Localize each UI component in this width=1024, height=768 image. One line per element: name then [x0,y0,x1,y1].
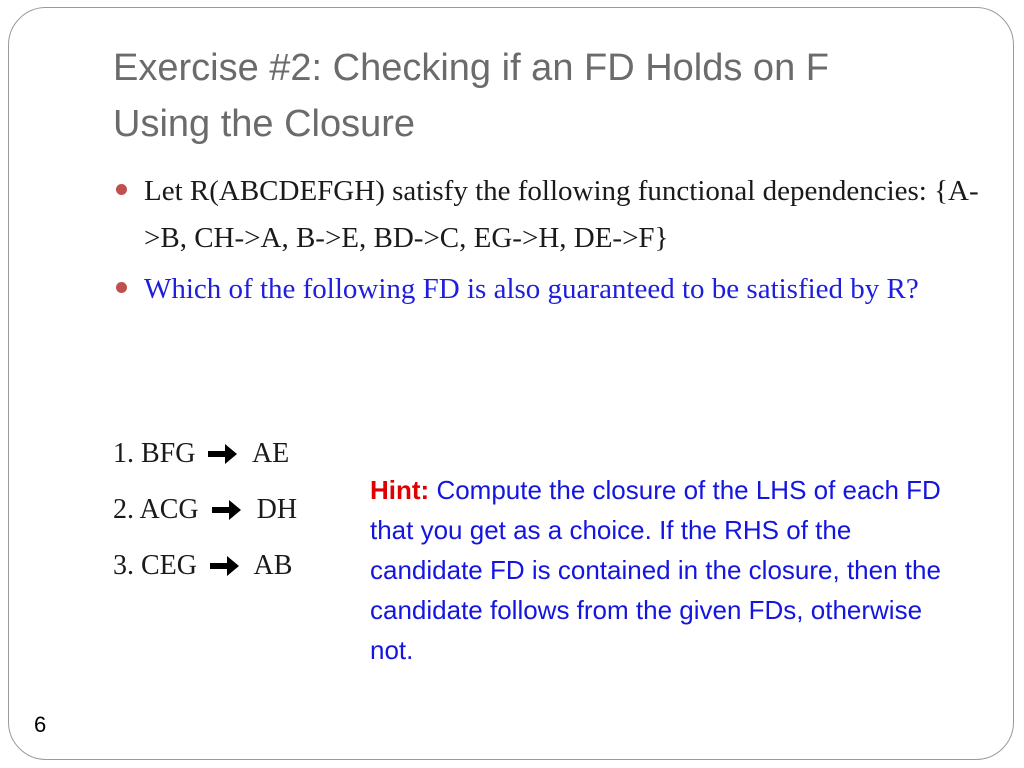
choice-rhs: AE [251,438,290,469]
slide-title [113,40,993,152]
bullet-item-question [112,266,982,313]
choice-lhs: CEG [141,550,197,581]
hint-label: Hint: [370,475,430,505]
choice-lhs: ACG [139,494,199,525]
choice-number: 3. [113,550,134,581]
title-line-2: Using the Closure [113,103,416,145]
choice-rhs: DH [256,494,298,525]
choice-lhs: BFG [141,438,196,469]
choice-item-2 [113,482,297,538]
bullet-dot-icon [116,184,127,195]
bullet-dot-icon [116,282,127,293]
bullet-text-question: Which of the following FD is also guaranteed to be satisfied by R? [144,273,919,305]
hint-box [370,470,970,670]
choice-item-3 [113,538,297,594]
bullet-text-dependencies: Let R(ABCDEFGH) satisfy the following functional dependencies: {A->B, CH->A, B->E, BD->C, EG->H, DE->F} [144,175,979,254]
choice-list [113,426,297,594]
bold-right-arrow-icon [210,555,240,577]
choice-number: 1. [113,438,134,469]
bold-right-arrow-icon [208,443,238,465]
choice-number: 2. [113,494,134,525]
bullet-list [112,168,982,317]
slide-number: 6 [34,712,47,737]
title-line-1: Exercise #2: Checking if an FD Holds on F [113,47,829,89]
choice-item-1 [113,426,297,482]
bold-right-arrow-icon [212,499,242,521]
bullet-item-dependencies [112,168,982,262]
hint-text: Compute the closure of the LHS of each FD that you get as a choice. If the RHS of the candidate FD is contained in the closure, then the candidate follows from the given FDs, otherwise not. [370,475,941,665]
choice-rhs: AB [253,550,293,581]
